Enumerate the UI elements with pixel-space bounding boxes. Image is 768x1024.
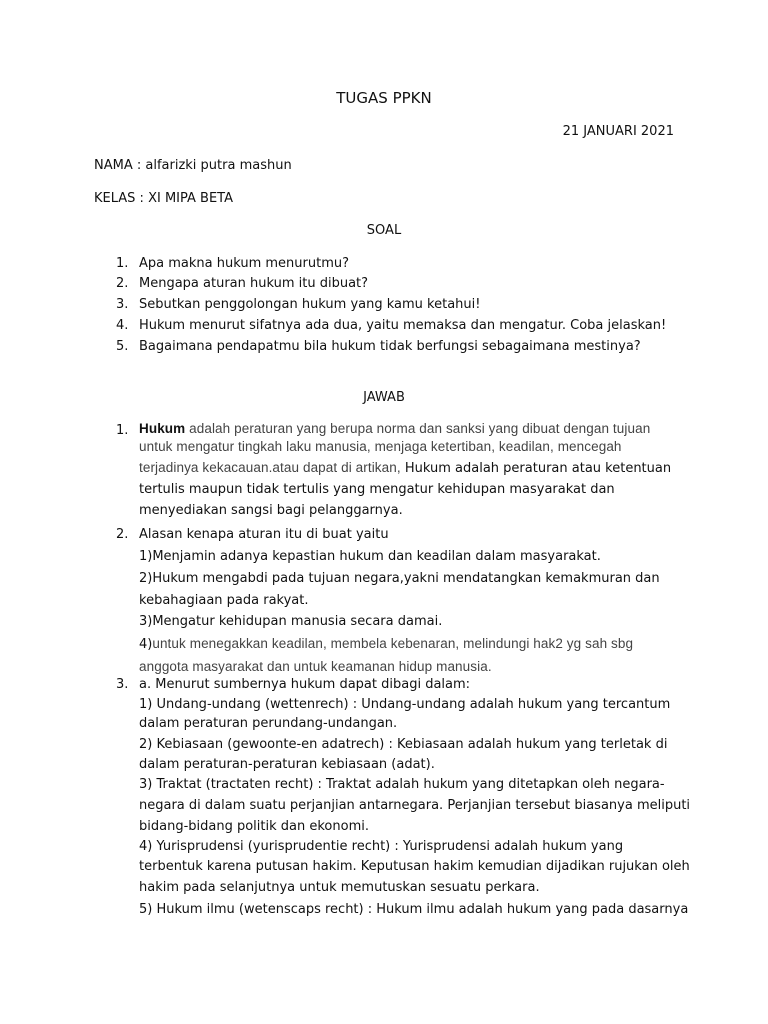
answer-1-bold-term: Hukum	[139, 421, 186, 436]
answer-1-line: tertulis maupun tidak tertulis yang mengatur kehidupan masyarakat dan	[139, 482, 615, 497]
answer-3-line: 1) Undang-undang (wettenrech) : Undang-undang adalah hukum yang tercantum	[139, 697, 671, 712]
answer-2-line: 1)Menjamin adanya kepastian hukum dan keadilan dalam masyarakat.	[139, 549, 601, 564]
answer-1-line: Hukum adalah peraturan yang berupa norma dan sanksi yang dibuat dengan tujuan	[139, 421, 651, 436]
answer-3-line: 2) Kebiasaan (gewoonte-en adatrech) : Kebiasaan adalah hukum yang terletak di	[139, 737, 668, 752]
soal-number: 5.	[116, 339, 129, 354]
jawab-number: 2.	[116, 527, 129, 542]
answer-3-line: dalam peraturan-peraturan kebiasaan (adat).	[139, 757, 435, 772]
answer-2-line: 3)Mengatur kehidupan manusia secara damai.	[139, 614, 443, 629]
answer-2-line: 4)untuk menegakkan keadilan, membela kebenaran, melindungi hak2 yg sah sbg	[139, 636, 634, 652]
jawab-number: 1.	[116, 423, 129, 438]
document-date: 21 JANUARI 2021	[562, 124, 674, 139]
soal-item: Sebutkan penggolongan hukum yang kamu ketahui!	[139, 297, 481, 312]
answer-1-line: untuk mengatur tingkah laku manusia, menjaga ketertiban, keadilan, mencegah	[139, 439, 622, 454]
soal-number: 4.	[116, 318, 129, 333]
student-name: NAMA : alfarizki putra mashun	[94, 158, 292, 173]
answer-2-line: kebahagiaan pada rakyat.	[139, 593, 309, 608]
soal-item: Bagaimana pendapatmu bila hukum tidak berfungsi sebagaimana mestinya?	[139, 339, 641, 354]
answer-3-line: 4) Yurisprudensi (yurisprudentie recht) : Yurisprudensi adalah hukum yang	[139, 839, 624, 854]
soal-number: 1.	[116, 256, 129, 271]
answer-3-line: dalam peraturan perundang-undangan.	[139, 716, 398, 731]
answer-1-line: menyediakan sangsi bagi pelanggarnya.	[139, 503, 403, 518]
soal-number: 3.	[116, 297, 129, 312]
answer-2-line: 2)Hukum mengabdi pada tujuan negara,yakni mendatangkan kemakmuran dan	[139, 571, 660, 586]
answer-3-line: negara di dalam suatu perjanjian antarnegara. Perjanjian tersebut biasanya meliputi	[139, 798, 691, 813]
answer-3-line: a. Menurut sumbernya hukum dapat dibagi dalam:	[139, 677, 471, 692]
document-title: TUGAS PPKN	[336, 89, 432, 107]
student-class: KELAS : XI MIPA BETA	[94, 191, 233, 206]
soal-item: Hukum menurut sifatnya ada dua, yaitu memaksa dan mengatur. Coba jelaskan!	[139, 318, 667, 333]
soal-item: Apa makna hukum menurutmu?	[139, 256, 350, 271]
answer-3-line: 5) Hukum ilmu (wetenscaps recht) : Hukum ilmu adalah hukum yang pada dasarnya	[139, 902, 689, 917]
answer-2-line: anggota masyarakat dan untuk keamanan hidup manusia.	[139, 659, 492, 674]
answer-3-line: bidang-bidang politik dan ekonomi.	[139, 819, 369, 834]
answer-3-line: terbentuk karena putusan hakim. Keputusan hakim kemudian dijadikan rujukan oleh	[139, 859, 690, 874]
answer-3-line: 3) Traktat (tractaten recht) : Traktat adalah hukum yang ditetapkan oleh negara-	[139, 777, 665, 792]
answer-1-line: terjadinya kekacauan.atau dapat di artikan, Hukum adalah peraturan atau ketentuan	[139, 460, 672, 476]
answer-2-line: Alasan kenapa aturan itu di buat yaitu	[139, 527, 389, 542]
soal-heading: SOAL	[366, 223, 402, 238]
soal-item: Mengapa aturan hukum itu dibuat?	[139, 276, 369, 291]
jawab-number: 3.	[116, 677, 129, 692]
soal-number: 2.	[116, 276, 129, 291]
jawab-heading: JAWAB	[363, 390, 405, 405]
answer-3-line: hakim pada selanjutnya untuk memutuskan sesuatu perkara.	[139, 880, 540, 895]
